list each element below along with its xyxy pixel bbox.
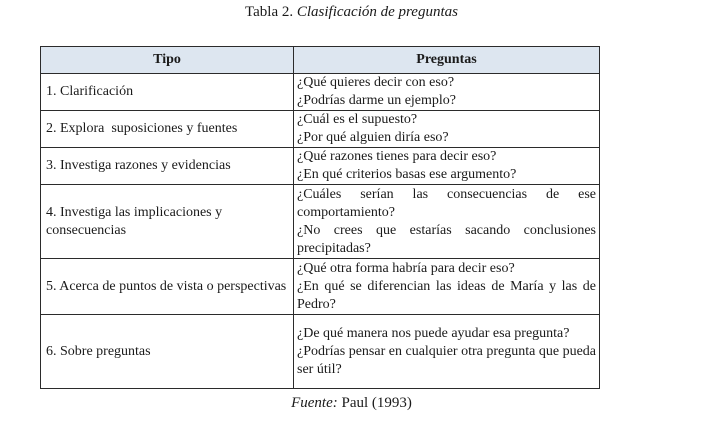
preguntas-cell	[294, 185, 600, 259]
question-text: ¿Qué quieres decir con eso?	[297, 75, 455, 90]
preguntas-cell	[294, 74, 600, 111]
table-row	[41, 148, 600, 185]
source-text: Paul (1993)	[341, 395, 412, 411]
caption-label: Tabla 2.	[245, 4, 294, 20]
preguntas-cell	[294, 111, 600, 148]
question-text: ¿Qué razones tienes para decir eso?	[297, 149, 497, 164]
question-text: ¿Podrías pensar en cualquier otra pregunta que pueda ser útil?	[297, 343, 596, 377]
table-row	[41, 74, 600, 111]
question-text: ¿Cuál es el supuesto?	[297, 112, 418, 127]
header-preguntas: Preguntas	[294, 47, 600, 74]
tipo-cell: 1. Clarificación	[41, 74, 294, 111]
tipo-cell: 5. Acerca de puntos de vista o perspectivas	[41, 259, 294, 315]
tipo-cell: 4. Investiga las implicaciones y consecuencias	[41, 185, 294, 259]
table-caption	[0, 3, 703, 21]
tipo-cell: 2. Explora suposiciones y fuentes	[41, 111, 294, 148]
source-label: Fuente:	[291, 395, 338, 411]
table-row	[41, 259, 600, 315]
question-text: ¿Por qué alguien diría eso?	[297, 130, 449, 145]
table-row	[41, 185, 600, 259]
questions-table	[40, 46, 600, 389]
table-row	[41, 315, 600, 389]
question-text: ¿En qué criterios basas ese argumento?	[297, 167, 517, 182]
preguntas-cell	[294, 259, 600, 315]
table-header-row	[41, 47, 600, 74]
header-tipo: Tipo	[41, 47, 294, 74]
table-row	[41, 111, 600, 148]
question-text: ¿Podrías darme un ejemplo?	[297, 93, 457, 108]
question-text: ¿De qué manera nos puede ayudar esa pregunta?	[297, 325, 570, 341]
question-text: ¿No crees que estarías sacando conclusiones precipitadas?	[297, 222, 596, 256]
preguntas-cell	[294, 148, 600, 185]
question-text: ¿Cuáles serían las consecuencias de ese comportamiento?	[297, 186, 596, 220]
preguntas-cell	[294, 315, 600, 389]
caption-title: Clasificación de preguntas	[296, 4, 458, 20]
question-text: ¿Qué otra forma habría para decir eso?	[297, 260, 515, 276]
tipo-cell: 3. Investiga razones y evidencias	[41, 148, 294, 185]
tipo-cell: 6. Sobre preguntas	[41, 315, 294, 389]
table-source	[0, 394, 703, 412]
question-text: ¿En qué se diferencian las ideas de María y las de Pedro?	[297, 278, 596, 312]
